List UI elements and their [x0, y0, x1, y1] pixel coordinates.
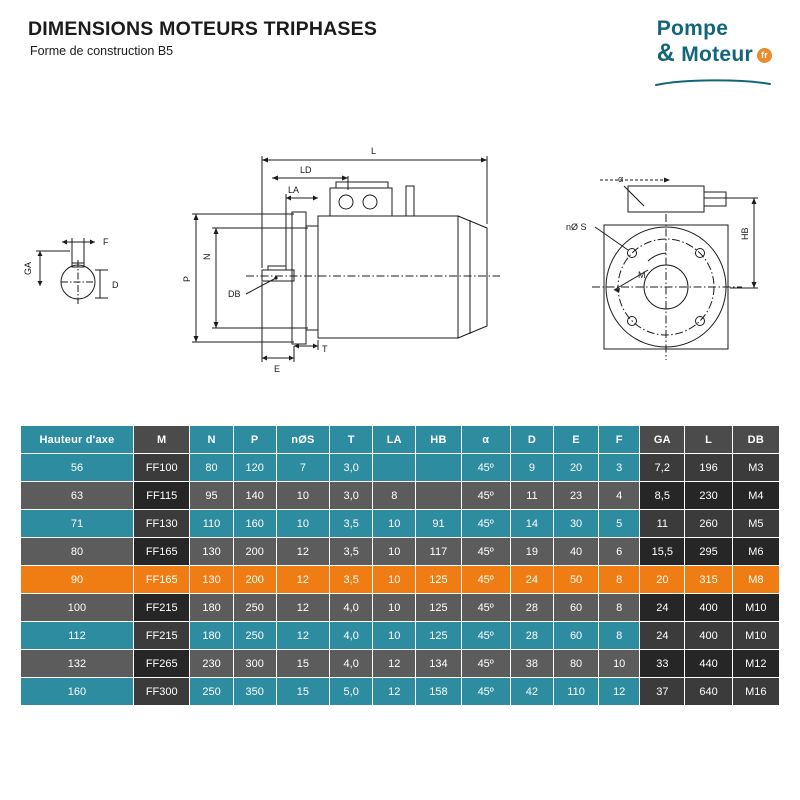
cell-ga: 15,5	[640, 538, 685, 566]
cell-n: 250	[190, 678, 233, 706]
cell-nos: 15	[276, 650, 329, 678]
cell-hauteur: 100	[21, 594, 134, 622]
cell-d: 28	[510, 594, 553, 622]
svg-text:T: T	[322, 344, 328, 354]
cell-alpha: 45º	[461, 538, 510, 566]
cell-p: 250	[233, 594, 276, 622]
cell-f: 4	[599, 482, 640, 510]
cell-ga: 33	[640, 650, 685, 678]
logo-line-1: Pompe	[656, 17, 729, 40]
cell-hauteur: 112	[21, 622, 134, 650]
cell-alpha: 45º	[461, 510, 510, 538]
cell-ga: 24	[640, 622, 685, 650]
table-row[interactable]	[21, 678, 780, 706]
cell-alpha: 45º	[461, 566, 510, 594]
cell-m: FF165	[133, 566, 189, 594]
svg-text:D: D	[112, 280, 119, 290]
cell-d: 24	[510, 566, 553, 594]
cell-f: 6	[599, 538, 640, 566]
cell-alpha: 45º	[461, 678, 510, 706]
cell-la: 10	[373, 622, 416, 650]
cell-alpha: 45º	[461, 594, 510, 622]
cell-t: 3,0	[330, 482, 373, 510]
svg-text:L: L	[371, 146, 377, 156]
cell-p: 250	[233, 622, 276, 650]
table-head	[21, 426, 780, 454]
cell-d: 9	[510, 454, 553, 482]
svg-text:F: F	[103, 237, 109, 247]
cell-d: 11	[510, 482, 553, 510]
cell-ga: 24	[640, 594, 685, 622]
cell-db: M6	[732, 538, 779, 566]
table-row[interactable]	[21, 510, 780, 538]
cell-hb: 91	[416, 510, 461, 538]
cell-db: M10	[732, 622, 779, 650]
cell-nos: 12	[276, 566, 329, 594]
logo-ampersand: &	[656, 39, 676, 68]
cell-hb: 125	[416, 566, 461, 594]
svg-text:DB: DB	[228, 289, 241, 299]
cell-alpha: 45º	[461, 454, 510, 482]
cell-db: M4	[732, 482, 779, 510]
cell-ga: 37	[640, 678, 685, 706]
cell-la: 12	[373, 678, 416, 706]
col-header-db: DB	[732, 426, 779, 454]
col-header-la: LA	[373, 426, 416, 454]
cell-n: 80	[190, 454, 233, 482]
cell-p: 120	[233, 454, 276, 482]
table-row[interactable]	[21, 594, 780, 622]
col-header-l: L	[685, 426, 732, 454]
table-header-row	[21, 426, 780, 454]
cell-t: 4,0	[330, 594, 373, 622]
cell-l: 640	[685, 678, 732, 706]
cell-n: 130	[190, 566, 233, 594]
dimensions-table	[20, 425, 780, 706]
drawing-shaft-detail	[23, 237, 119, 304]
cell-d: 28	[510, 622, 553, 650]
cell-hb: 158	[416, 678, 461, 706]
dimensions-table-wrapper	[20, 425, 780, 706]
col-header-f: F	[599, 426, 640, 454]
cell-hb	[416, 454, 461, 482]
cell-n: 180	[190, 622, 233, 650]
cell-m: FF100	[133, 454, 189, 482]
cell-l: 400	[685, 594, 732, 622]
cell-e: 60	[553, 594, 598, 622]
cell-f: 8	[599, 566, 640, 594]
cell-f: 3	[599, 454, 640, 482]
cell-t: 4,0	[330, 622, 373, 650]
col-header-e: E	[553, 426, 598, 454]
cell-e: 40	[553, 538, 598, 566]
cell-f: 12	[599, 678, 640, 706]
cell-l: 315	[685, 566, 732, 594]
cell-db: M10	[732, 594, 779, 622]
cell-hb	[416, 482, 461, 510]
col-header-n: N	[190, 426, 233, 454]
cell-l: 400	[685, 622, 732, 650]
cell-hauteur: 132	[21, 650, 134, 678]
cell-l: 440	[685, 650, 732, 678]
cell-db: M5	[732, 510, 779, 538]
drawing-side-view	[182, 146, 500, 374]
cell-m: FF215	[133, 622, 189, 650]
svg-text:P: P	[182, 275, 192, 282]
cell-nos: 10	[276, 482, 329, 510]
cell-alpha: 45º	[461, 482, 510, 510]
cell-e: 30	[553, 510, 598, 538]
cell-e: 20	[553, 454, 598, 482]
cell-ga: 7,2	[640, 454, 685, 482]
cell-m: FF165	[133, 538, 189, 566]
table-row[interactable]	[21, 454, 780, 482]
cell-n: 180	[190, 594, 233, 622]
logo-line-2: Moteur	[681, 43, 753, 67]
cell-m: FF115	[133, 482, 189, 510]
cell-e: 110	[553, 678, 598, 706]
cell-hb: 117	[416, 538, 461, 566]
svg-text:N: N	[202, 253, 212, 260]
cell-l: 196	[685, 454, 732, 482]
col-header-hb: HB	[416, 426, 461, 454]
cell-t: 3,0	[330, 454, 373, 482]
cell-db: M16	[732, 678, 779, 706]
brand-logo[interactable]	[657, 18, 772, 66]
cell-hauteur: 80	[21, 538, 134, 566]
col-header-d: D	[510, 426, 553, 454]
cell-m: FF130	[133, 510, 189, 538]
cell-nos: 7	[276, 454, 329, 482]
cell-hauteur: 160	[21, 678, 134, 706]
cell-nos: 12	[276, 538, 329, 566]
cell-t: 3,5	[330, 510, 373, 538]
cell-hauteur: 71	[21, 510, 134, 538]
cell-l: 260	[685, 510, 732, 538]
cell-n: 95	[190, 482, 233, 510]
cell-e: 50	[553, 566, 598, 594]
cell-f: 5	[599, 510, 640, 538]
cell-hauteur: 63	[21, 482, 134, 510]
cell-la: 10	[373, 594, 416, 622]
page-subtitle: Forme de construction B5	[30, 44, 174, 58]
cell-hb: 125	[416, 594, 461, 622]
cell-la: 8	[373, 482, 416, 510]
svg-text:HB: HB	[740, 227, 750, 240]
table-row[interactable]	[21, 622, 780, 650]
cell-d: 19	[510, 538, 553, 566]
cell-p: 160	[233, 510, 276, 538]
technical-drawing	[0, 120, 800, 405]
cell-f: 8	[599, 622, 640, 650]
page-header	[28, 18, 377, 58]
cell-nos: 12	[276, 594, 329, 622]
svg-text:GA: GA	[23, 261, 33, 275]
cell-m: FF215	[133, 594, 189, 622]
col-header-ga: GA	[640, 426, 685, 454]
cell-d: 42	[510, 678, 553, 706]
cell-db: M3	[732, 454, 779, 482]
cell-hb: 125	[416, 622, 461, 650]
cell-hb: 134	[416, 650, 461, 678]
cell-p: 200	[233, 566, 276, 594]
cell-p: 200	[233, 538, 276, 566]
table-body	[21, 454, 780, 706]
cell-e: 23	[553, 482, 598, 510]
table-row[interactable]	[21, 650, 780, 678]
col-header-hauteur: Hauteur d'axe	[21, 426, 134, 454]
cell-la: 12	[373, 650, 416, 678]
cell-n: 230	[190, 650, 233, 678]
svg-text:LD: LD	[300, 165, 312, 175]
cell-db: M12	[732, 650, 779, 678]
cell-d: 38	[510, 650, 553, 678]
col-header-nos: nØS	[276, 426, 329, 454]
cell-d: 14	[510, 510, 553, 538]
cell-e: 60	[553, 622, 598, 650]
cell-p: 300	[233, 650, 276, 678]
cell-db: M8	[732, 566, 779, 594]
table-row[interactable]	[21, 566, 780, 594]
col-header-m: M	[133, 426, 189, 454]
cell-m: FF300	[133, 678, 189, 706]
cell-t: 4,0	[330, 650, 373, 678]
cell-t: 3,5	[330, 538, 373, 566]
cell-p: 350	[233, 678, 276, 706]
cell-n: 130	[190, 538, 233, 566]
cell-la: 10	[373, 538, 416, 566]
cell-l: 230	[685, 482, 732, 510]
col-header-p: P	[233, 426, 276, 454]
cell-alpha: 45º	[461, 650, 510, 678]
col-header-alpha: α	[461, 426, 510, 454]
cell-t: 3,5	[330, 566, 373, 594]
col-header-t: T	[330, 426, 373, 454]
svg-text:nØ S: nØ S	[566, 222, 587, 232]
drawing-front-view	[566, 174, 758, 360]
table-row[interactable]	[21, 538, 780, 566]
cell-hauteur: 56	[21, 454, 134, 482]
cell-nos: 12	[276, 622, 329, 650]
cell-n: 110	[190, 510, 233, 538]
cell-t: 5,0	[330, 678, 373, 706]
cell-nos: 15	[276, 678, 329, 706]
svg-text:LA: LA	[288, 185, 300, 195]
cell-p: 140	[233, 482, 276, 510]
cell-la: 10	[373, 566, 416, 594]
logo-fr-badge: fr	[757, 48, 772, 63]
page-title: DIMENSIONS MOTEURS TRIPHASES	[28, 18, 378, 40]
cell-alpha: 45º	[461, 622, 510, 650]
cell-f: 8	[599, 594, 640, 622]
cell-ga: 8,5	[640, 482, 685, 510]
cell-ga: 20	[640, 566, 685, 594]
svg-text:M: M	[638, 270, 646, 280]
table-row[interactable]	[21, 482, 780, 510]
cell-la	[373, 454, 416, 482]
cell-m: FF265	[133, 650, 189, 678]
cell-hauteur: 90	[21, 566, 134, 594]
cell-la: 10	[373, 510, 416, 538]
svg-text:α: α	[618, 174, 624, 184]
logo-swoosh-decoration	[654, 78, 772, 88]
cell-nos: 10	[276, 510, 329, 538]
cell-l: 295	[685, 538, 732, 566]
svg-text:E: E	[274, 364, 281, 374]
cell-f: 10	[599, 650, 640, 678]
cell-ga: 11	[640, 510, 685, 538]
cell-e: 80	[553, 650, 598, 678]
